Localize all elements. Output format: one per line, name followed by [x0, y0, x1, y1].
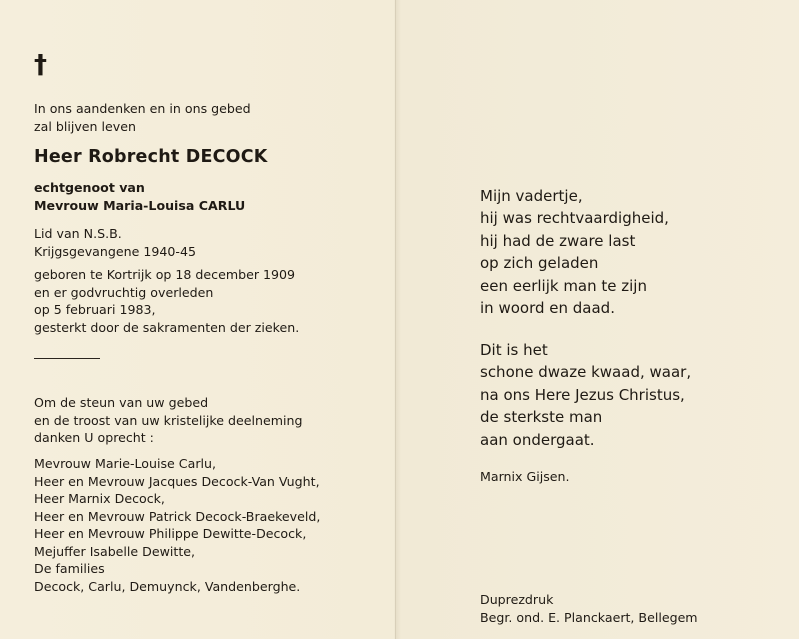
- poem-line: hij had de zware last: [480, 231, 636, 250]
- poem-stanza-1: [480, 185, 669, 319]
- poem-line: aan ondergaat.: [480, 430, 595, 449]
- family-block: [34, 455, 320, 595]
- spouse-label: echtgenoot van: [34, 180, 145, 195]
- poem-line: Dit is het: [480, 341, 548, 359]
- intro-line: zal blijven leven: [34, 118, 136, 134]
- printer-name: Duprezdruk: [480, 592, 554, 607]
- roles-block: [34, 225, 196, 260]
- role-line: Lid van N.S.B.: [34, 226, 122, 241]
- poem-author: Marnix Gijsen.: [480, 469, 570, 484]
- poem-line: in woord en daad.: [480, 298, 615, 317]
- role-line: Krijgsgevangene 1940-45: [34, 243, 196, 259]
- poem-line: de sterkste man: [480, 408, 603, 427]
- life-line: op 5 februari 1983,: [34, 302, 156, 317]
- family-line: Mevrouw Marie-Louise Carlu,: [34, 456, 216, 471]
- family-line: Heer en Mevrouw Patrick Decock-Braekeveld,: [34, 508, 321, 524]
- deceased-name: Heer Robrecht DECOCK: [34, 147, 268, 167]
- printer-address: Begr. ond. E. Planckaert, Bellegem: [480, 609, 698, 625]
- life-block: [34, 266, 299, 336]
- poem-line: Mijn vadertje,: [480, 187, 583, 205]
- thanks-line: en de troost van uw kristelijke deelneming: [34, 412, 303, 428]
- family-line: Heer en Mevrouw Philippe Dewitte-Decock,: [34, 526, 307, 541]
- family-line: Heer en Mevrouw Jacques Decock-Van Vught,: [34, 473, 320, 489]
- card-fold: [395, 0, 396, 639]
- left-panel: [34, 0, 384, 639]
- thanks-line: Om de steun van uw gebed: [34, 395, 209, 410]
- intro-line: In ons aandenken en in ons gebed: [34, 101, 251, 116]
- poem-line: op zich geladen: [480, 254, 599, 273]
- life-line: geboren te Kortrijk op 18 december 1909: [34, 267, 296, 282]
- thanks-line: danken U oprecht :: [34, 430, 154, 445]
- intro-text: [34, 100, 251, 135]
- family-line: Decock, Carlu, Demuynck, Vandenberghe.: [34, 578, 301, 594]
- printer-block: [480, 591, 698, 626]
- spouse-block: [34, 179, 245, 214]
- poem-line: na ons Here Jezus Christus,: [480, 385, 685, 404]
- spouse-name: Mevrouw Maria-Louisa CARLU: [34, 197, 246, 213]
- poem-stanza-2: [480, 339, 691, 451]
- family-line: Mejuffer Isabelle Dewitte,: [34, 543, 196, 559]
- poem-line: een eerlijk man te zijn: [480, 276, 647, 295]
- family-line: Heer Marnix Decock,: [34, 491, 165, 506]
- poem-line: hij was rechtvaardigheid,: [480, 209, 669, 228]
- divider: [34, 358, 100, 359]
- life-line: gesterkt door de sakramenten der zieken.: [34, 319, 300, 335]
- family-line: De families: [34, 561, 105, 576]
- poem-line: schone dwaze kwaad, waar,: [480, 363, 692, 382]
- right-panel: [480, 0, 780, 639]
- thanks-block: [34, 394, 302, 447]
- life-line: en er godvruchtig overleden: [34, 284, 214, 300]
- cross-icon: †: [34, 50, 47, 80]
